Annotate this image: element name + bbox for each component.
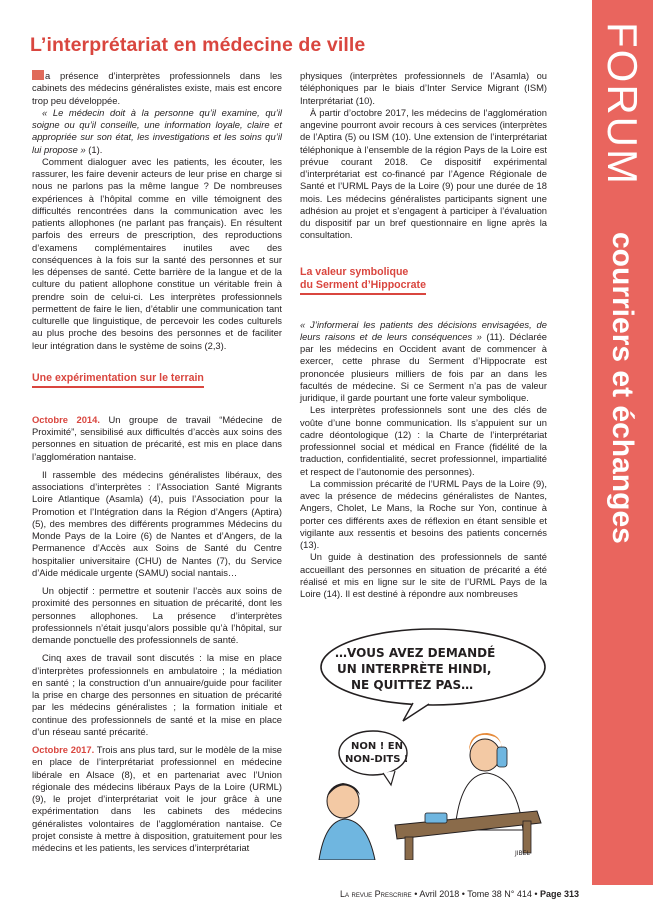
bubble-line-2: UN INTERPRÈTE HINDI, [337,662,492,676]
paragraph: Les interprètes professionnels sont une des clés de voûte d’une bonne communication. Ils s’appuient sur un cadre déontologique (12) : la Charte de l’interprétariat professionnel social et médical en France (fidélité de la traduction, confidentialité, secret professionnel, impartialité et respect de l’autonomie des personnes). [300,404,547,477]
paragraph: Cinq axes de travail sont discutés : la mise en place d’interprètes professionnels en ambulatoire ; la médiation en santé ; la construction d’un annuaire/guide pour faciliter la prise en charge des personnes en situation de précarité par les médecins généralistes ; la formation initiale et continue des professionnels de santé et la mise en place d’un réseau santé précarité. [32,652,282,737]
text-column-right [300,70,547,600]
article-title: L’interprétariat en médecine de ville [30,34,366,56]
section-heading: La valeur symbolique du Serment d’Hippocrate [300,266,426,295]
paragraph: Il rassemble des médecins généralistes libéraux, des associations d’interprètes : l’Association Santé Migrants Loire Atlantique (Asamla) (4), puis l’Association pour la Promotion et l’Intégration dans la Région d’Angers (Aptira) (5), des membres des différents programmes Médecins du Monde Pays de la Loire (6) de Nantes et d’Angers, de la Permanence d’Accès aux Soins de Santé du Centre hospitalier universitaire (CHU) de Nantes (7), du Service d’Aide médicale urgente (SAMU) social nantais… [32,468,282,578]
text-column-left [32,70,282,854]
drop-cap-l [32,70,44,80]
paragraph: Un guide à destination des professionnels de santé accueillant des personnes en situation de précarité a été réalisé et mis en ligne sur le site de l’URML Pays de la Loire (14). Il est destiné à répondre aux nombreuses [300,551,547,599]
quote-paragraph: « J’informerai les patients des décisions envisagées, de leurs raisons et de leurs conséquences » (11). Déclarée par les médecins en Occident avant de commencer à exercer, cette phrase du Serment d’Hippocrate est prononcée plusieurs milliers de fois par an dans les facultés de médecine. Si ce Serment n’a pas de valeur juridique, il garde pourtant une forte valeur symbolique. [300,318,547,403]
paragraph: physiques (interprètes professionnels de l’Asamla) ou téléphoniques par le biais d’Inter Service Migrant (ISM) Interprétariat (10). [300,70,547,106]
cartoon-illustration [305,625,548,860]
paragraph: Octobre 2014. Un groupe de travail “Médecine de Proximité”, sensibilisé aux difficultés d’accès aux soins des personnes en situation de précarité, est mis en place dans l’agglomération nantaise. [32,413,282,462]
page-number: Page 313 [540,889,580,899]
paragraph: Comment dialoguer avec les patients, les écouter, les rassurer, les faire devenir acteurs de leur prise en charge si nous ne parlons pas la même langue ? De nombreuses expériences à l’hôpital comme en ville témoignent des difficultés rencontrées dans la communication avec les patients allophones (ne parlant pas français). En résultent parfois des erreurs de prescription, des reproductions d’examens complémentaires inutiles avec des conséquences à la fois sur la santé des personnes et sur les dépenses de santé. Cette barrière de la langue et de la culture du patient allophone constitue un véritable frein à prendre soin de celui-ci. Les interprètes professionnels permettent de faire le lien, d’établir une communication tant culturelle que linguistique, de percevoir les codes culturels au plus proche des besoins des personnes et de faciliter leur intégration dans le système de soins (2,3). [32,155,282,351]
bubble2-line-2: NON-DITS ! [345,754,409,765]
paragraph-intro: a présence d’interprètes professionnels dans les cabinets des médecins généralistes existe, mais est encore trop peu développée. [32,70,282,106]
paragraph: La commission précarité de l’URML Pays de la Loire (9), avec la présence de médecins généralistes de Nantes, Angers, Cholet, Le Mans, la Roche sur Yon, continue à porter ces différents axes de réflexion en étant sensible et vigilante aux ressentis et besoins des patients concernés (13). [300,477,547,550]
issue-info: • Avril 2018 • Tome 38 N° 414 • [411,889,540,899]
journal-name: La revue Prescrire [340,889,412,899]
sidebar-forum-label: FORUM [599,22,646,186]
bubble-line-3: NE QUITTEZ PAS… [351,678,474,692]
section-heading: Une expérimentation sur le terrain [32,372,204,388]
bubble2-line-1: NON ! EN [351,741,403,752]
paragraph: À partir d’octobre 2017, les médecins de l’agglomération angevine pourront avoir recours à ces services (interprètes de l’Aptira (5) ou ISM (10). Une extension de l’interprétariat téléphonique à l’ensemble de la région Pays de la Loire est prévue courant 2018. Ce dispositif expérimental d’interprétariat est co-financé par l’Agence Régionale de Santé et l’URML Pays de la Loire (9) pour une durée de 18 mois. Les médecins généralistes participants signent une adhésion au projet et s’engagent à participer à l’évaluation du dispositif par un bref questionnaire en ligne après la consultation. [300,106,547,241]
quote-paragraph: « Le médecin doit à la personne qu’il examine, qu’il soigne ou qu’il conseille, une information loyale, claire et appropriée sur son état, les investigations et les soins qu’il lui propose » (1). [32,106,282,155]
cartoon-signature: JIBEL [515,850,530,857]
sidebar-subtitle: courriers et échanges [606,232,639,544]
page-footer [340,889,579,899]
bubble-line-1: …VOUS AVEZ DEMANDÉ [335,646,496,660]
paragraph: Un objectif : permettre et soutenir l’accès aux soins de proximité des personnes en situation de précarité, dont les personnes allophones. La présence d’interprètes professionnels n’était jusqu’alors possible qu’à l’hôpital, sur demande ponctuelle des professionnels de santé. [32,585,282,645]
forum-sidebar [592,0,653,885]
paragraph: Octobre 2017. Trois ans plus tard, sur le modèle de la mise en place de l’interprétariat professionnel en médecine libérale en Alsace (8), et en partenariat avec l’Union régionale des médecins libéraux Pays de la Loire (URML) (9), le projet d’interprétariat voit le jour grâce à une expérimentation dans les cabinets des médecins généralistes volontaires de l’agglomération nantaise. Ce projet consiste à mettre à disposition, gratuitement pour les médecins et les patients, les services d’interprétariat [32,744,282,853]
